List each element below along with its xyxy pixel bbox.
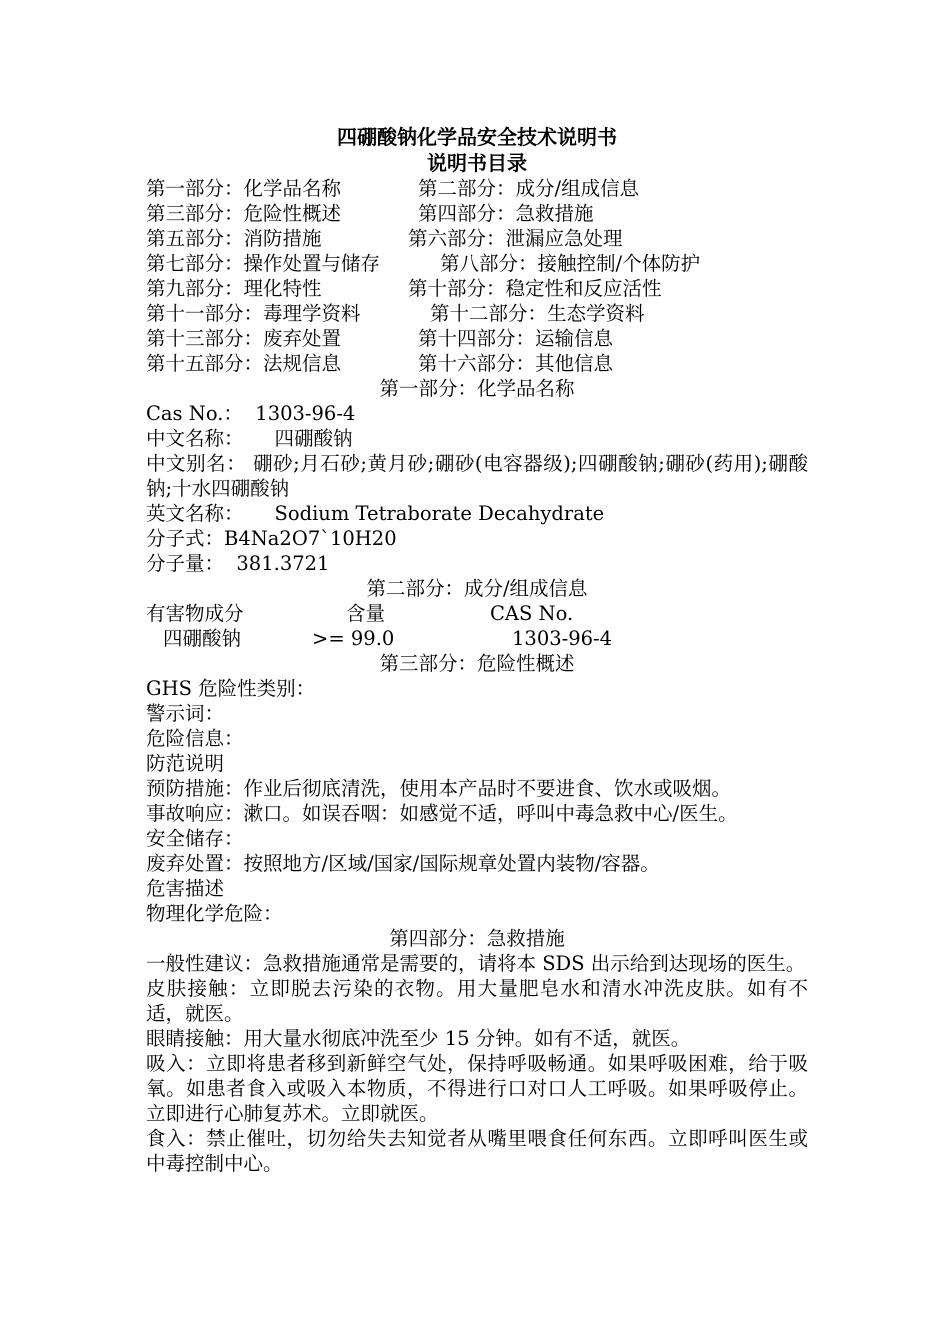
component-content: >= 99.0 <box>312 627 395 650</box>
toc-item: 第六部分：泄漏应急处理 <box>408 227 623 250</box>
cas-number: Cas No.： 1303-96-4 <box>146 402 356 425</box>
hazard-line: 危害描述 <box>146 877 225 900</box>
toc-row <box>146 226 808 251</box>
toc-item: 第二部分：成分/组成信息 <box>418 177 640 200</box>
composition-header-row <box>146 601 808 626</box>
document-title: 四硼酸钠化学品安全技术说明书 <box>337 125 617 149</box>
first-aid-paragraph: 一般性建议：急救措施通常是需要的，请将本 SDS 出示给到达现场的医生。 <box>146 952 806 975</box>
hazard-line: 安全储存： <box>146 827 244 850</box>
toc-row <box>146 351 808 376</box>
column-header: 含量 <box>346 602 386 625</box>
hazard-line: 事故响应：漱口。如误吞咽：如感觉不适，呼叫中毒急救中心/医生。 <box>146 802 738 825</box>
english-name: 英文名称： Sodium Tetraborate Decahydrate <box>146 502 605 525</box>
toc-item: 第三部分：危险性概述 <box>146 202 342 225</box>
table-of-contents <box>146 176 808 376</box>
first-aid-paragraph: 皮肤接触：立即脱去污染的衣物。用大量肥皂水和清水冲洗皮肤。如有不适，就医。 <box>146 977 808 1025</box>
section-heading: 第三部分：危险性概述 <box>379 652 575 675</box>
toc-item: 第九部分：理化特性 <box>146 277 322 300</box>
chinese-alias: 中文别名： 硼砂;月石砂;黄月砂;硼砂(电容器级);四硼酸钠;硼砂(药用);硼酸钠;十水四硼酸钠 <box>146 452 808 500</box>
hazard-line: 物理化学危险： <box>146 902 283 925</box>
molecular-weight: 分子量： 381.3721 <box>146 552 330 575</box>
toc-item: 第十部分：稳定性和反应活性 <box>408 277 662 300</box>
document-page <box>146 124 808 1176</box>
section-heading: 第一部分：化学品名称 <box>379 377 575 400</box>
toc-item: 第一部分：化学品名称 <box>146 177 342 200</box>
hazard-line: 防范说明 <box>146 752 225 775</box>
hazard-line: 预防措施：作业后彻底清洗，使用本产品时不要进食、饮水或吸烟。 <box>146 777 732 800</box>
toc-item: 第十五部分：法规信息 <box>146 352 342 375</box>
toc-row <box>146 301 808 326</box>
column-header: 有害物成分 <box>146 602 244 625</box>
toc-item: 第五部分：消防措施 <box>146 227 322 250</box>
toc-row <box>146 251 808 276</box>
molecular-formula: 分子式：B4Na2O7`10H20 <box>146 527 397 550</box>
first-aid-paragraph: 吸入：立即将患者移到新鲜空气处，保持呼吸畅通。如果呼吸困难，给于吸氧。如患者食入或吸入本物质，不得进行口对口人工呼吸。如果呼吸停止。立即进行心肺复苏术。立即就医。 <box>146 1052 808 1125</box>
toc-item: 第十三部分：废弃处置 <box>146 327 342 350</box>
first-aid-paragraph: 食入：禁止催吐，切勿给失去知觉者从嘴里喂食任何东西。立即呼叫医生或中毒控制中心。 <box>146 1127 808 1175</box>
toc-item: 第八部分：接触控制/个体防护 <box>440 252 701 275</box>
component-name: 四硼酸钠 <box>163 627 242 650</box>
toc-item: 第十六部分：其他信息 <box>418 352 614 375</box>
toc-row <box>146 201 808 226</box>
toc-item: 第七部分：操作处置与储存 <box>146 252 381 275</box>
chinese-name: 中文名称： 四硼酸钠 <box>146 427 353 450</box>
section-heading: 第二部分：成分/组成信息 <box>366 577 588 600</box>
toc-item: 第十四部分：运输信息 <box>418 327 614 350</box>
hazard-line: 危险信息： <box>146 727 244 750</box>
hazard-line: 废弃处置：按照地方/区域/国家/国际规章处置内装物/容器。 <box>146 852 660 875</box>
component-cas: 1303-96-4 <box>512 627 613 650</box>
toc-row <box>146 176 808 201</box>
toc-row <box>146 326 808 351</box>
toc-item: 第十一部分：毒理学资料 <box>146 302 361 325</box>
toc-row <box>146 276 808 301</box>
section-heading: 第四部分：急救措施 <box>389 927 565 950</box>
toc-item: 第四部分：急救措施 <box>418 202 594 225</box>
hazard-line: GHS 危险性类别： <box>146 677 316 700</box>
toc-item: 第十二部分：生态学资料 <box>430 302 645 325</box>
hazard-line: 警示词： <box>146 702 225 725</box>
column-header: CAS No. <box>490 602 574 625</box>
first-aid-paragraph: 眼睛接触：用大量水彻底冲洗至少 15 分钟。如有不适，就医。 <box>146 1027 691 1050</box>
toc-title: 说明书目录 <box>427 151 527 175</box>
composition-row <box>146 626 808 651</box>
